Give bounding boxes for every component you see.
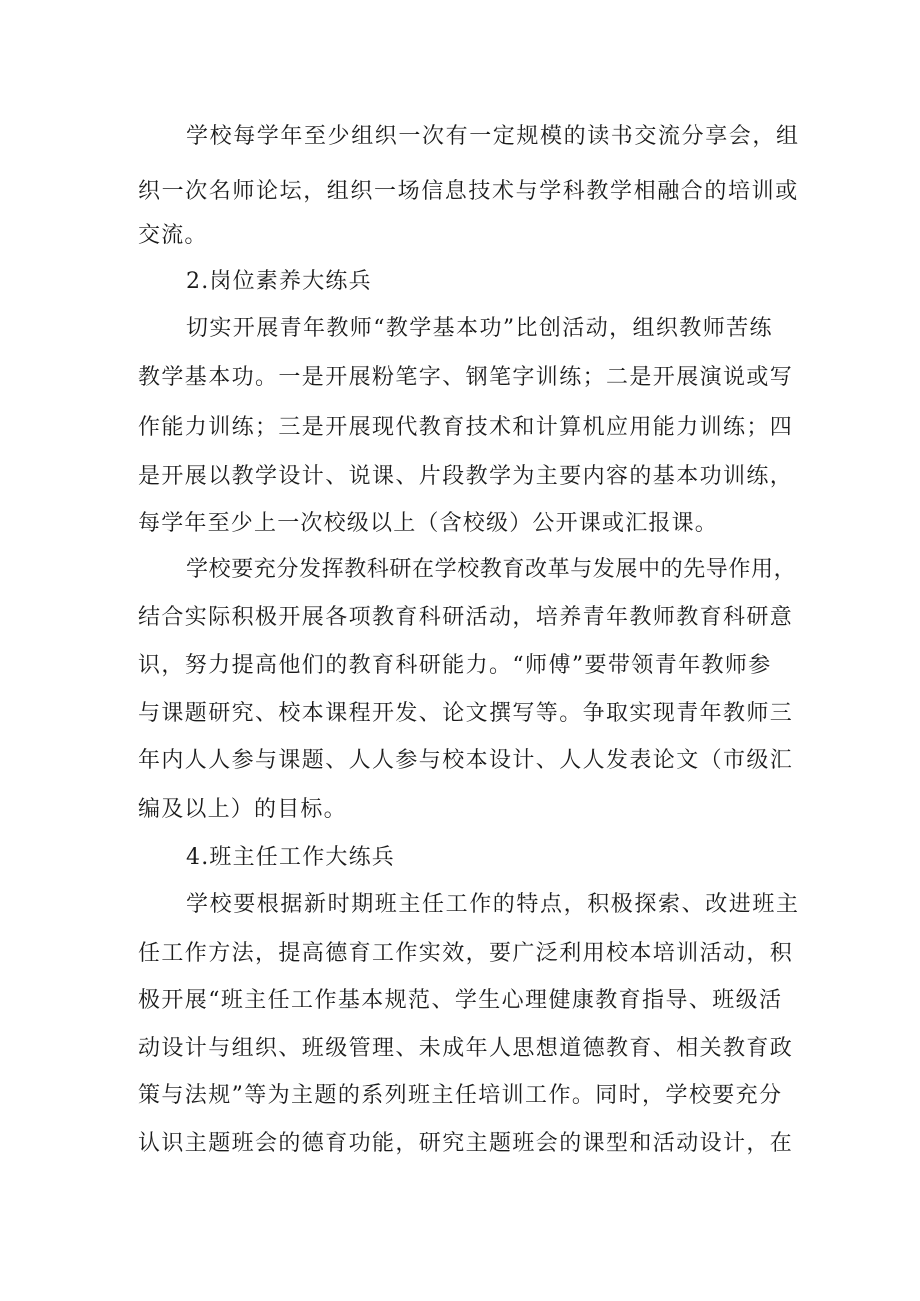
- text-line: 学校要根据新时期班主任工作的特点，积极探索、改进班主: [186, 892, 800, 917]
- text-line: 动设计与组织、班级管理、未成年人思想道德教育、相关教育政: [138, 1036, 794, 1061]
- text-line: 任工作方法，提高德育工作实效，要广泛利用校本培训活动，积: [138, 941, 794, 966]
- section-heading: 2.岗位素养大练兵: [186, 269, 372, 294]
- text-line: 与课题研究、校本课程开发、论文撰写等。争取实现青年教师三: [138, 701, 794, 726]
- text-line: 年内人人参与课题、人人参与校本设计、人人发表论文（市级汇: [138, 748, 794, 773]
- text-line: 极开展“班主任工作基本规范、学生心理健康教育指导、班级活: [138, 988, 783, 1013]
- text-line: 策与法规”等为主题的系列班主任培训工作。同时，学校要充分: [138, 1083, 783, 1108]
- text-line: 编及以上）的目标。: [138, 797, 347, 822]
- text-line: 织一次名师论坛，组织一场信息技术与学科教学相融合的培训或: [138, 179, 799, 204]
- text-line: 认识主题班会的德育功能，研究主题班会的课型和活动设计，在: [138, 1131, 794, 1156]
- text-line: 交流。: [138, 223, 208, 248]
- text-line: 教学基本功。一是开展粉笔字、钢笔字训练；二是开展演说或写: [138, 365, 794, 390]
- text-line: 作能力训练；三是开展现代教育技术和计算机应用能力训练；四: [138, 415, 794, 440]
- text-line: 结合实际积极开展各项教育科研活动，培养青年教师教育科研意: [138, 605, 794, 630]
- text-line: 切实开展青年教师“教学基本功”比创活动，组织教师苦练: [186, 316, 773, 341]
- section-heading: 4.班主任工作大练兵: [186, 845, 395, 870]
- text-line: 学校要充分发挥教科研在学校教育改革与发展中的先导作用，: [186, 557, 797, 582]
- text-line: 是开展以教学设计、说课、片段教学为主要内容的基本功训练，: [138, 464, 794, 489]
- text-line: 识，努力提高他们的教育科研能力。“师傅”要带领青年教师参: [138, 653, 772, 678]
- text-line: 学校每学年至少组织一次有一定规模的读书交流分享会，组: [186, 124, 800, 149]
- text-line: 每学年至少上一次校级以上（含校级）公开课或汇报课。: [138, 511, 719, 536]
